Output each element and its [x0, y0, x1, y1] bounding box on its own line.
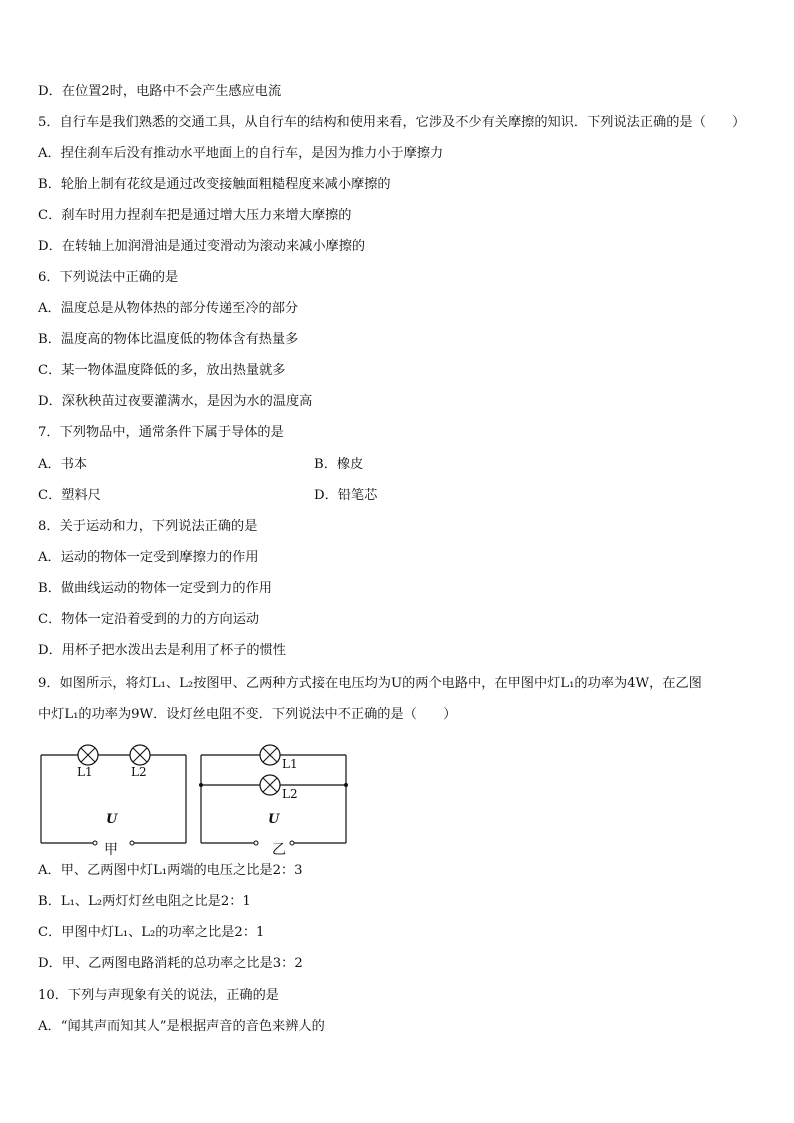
q7-option-d: D．铅笔芯 [314, 488, 378, 503]
lamp-l2-jia-icon [130, 745, 150, 765]
q5-option-c: C．刹车时用力捏刹车把是通过增大压力来增大摩擦的 [38, 208, 352, 223]
lamp-l1-jia-icon [78, 745, 98, 765]
label-l1-jia: L1 [77, 765, 93, 779]
q6-option-d: D．深秋秧苗过夜要灌满水，是因为水的温度高 [38, 394, 313, 409]
question-9-stem-line2: 中灯L₁的功率为9W．设灯丝电阻不变．下列说法中不正确的是（ ） [38, 707, 457, 722]
q6-option-a: A．温度总是从物体热的部分传递至冷的部分 [38, 301, 299, 316]
question-9-stem-line1: 9．如图所示，将灯L₁、L₂按图甲、乙两种方式接在电压均为U的两个电路中，在甲图中灯L₁的功率为4W，在乙图 [38, 676, 702, 691]
q8-option-c: C．物体一定沿着受到的力的方向运动 [38, 612, 260, 627]
q8-option-b: B．做曲线运动的物体一定受到力的作用 [38, 581, 272, 596]
label-l1-yi: L1 [282, 757, 298, 771]
q7-option-c: C．塑料尺 [38, 488, 101, 503]
question-5-stem: 5．自行车是我们熟悉的交通工具，从自行车的结构和使用来看，它涉及不少有关摩擦的知识．下列说法正确的是（ ） [38, 115, 746, 130]
q5-option-d: D．在转轴上加润滑油是通过变滑动为滚动来减小摩擦的 [38, 239, 366, 254]
label-l2-yi: L2 [282, 787, 298, 801]
q10-option-a: A．“闻其声而知其人”是根据声音的音色来辨人的 [38, 1019, 325, 1034]
option-d-q4: D．在位置2时，电路中不会产生感应电流 [38, 84, 282, 99]
label-l2-jia: L2 [131, 765, 147, 779]
lamp-l1-yi-icon [260, 745, 280, 765]
q9-option-a: A．甲、乙两图中灯L₁两端的电压之比是2：3 [38, 863, 303, 878]
q6-option-b: B．温度高的物体比温度低的物体含有热量多 [38, 332, 299, 347]
caption-jia: 甲 [104, 842, 118, 858]
q7-option-b: B．橡皮 [314, 457, 364, 472]
q5-option-b: B．轮胎上制有花纹是通过改变接触面粗糙程度来减小摩擦的 [38, 177, 391, 192]
q8-option-a: A．运动的物体一定受到摩擦力的作用 [38, 550, 259, 565]
q7-option-a: A．书本 [38, 457, 88, 472]
question-6-stem: 6．下列说法中正确的是 [38, 270, 179, 285]
circuit-yi [199, 745, 348, 845]
q6-option-c: C．某一物体温度降低的多，放出热量就多 [38, 363, 286, 378]
caption-yi: 乙 [272, 842, 286, 858]
q5-option-a: A．捏住刹车后没有推动水平地面上的自行车，是因为推力小于摩擦力 [38, 146, 444, 161]
question-10-stem: 10．下列与声现象有关的说法，正确的是 [38, 988, 279, 1003]
label-u-jia: U [106, 812, 118, 827]
circuit-jia [41, 745, 186, 845]
question-8-stem: 8．关于运动和力，下列说法正确的是 [38, 519, 258, 534]
q9-option-c: C．甲图中灯L₁、L₂的功率之比是2：1 [38, 925, 265, 940]
q9-option-b: B．L₁、L₂两灯灯丝电阻之比是2：1 [38, 894, 251, 909]
q9-option-d: D．甲、乙两图电路消耗的总功率之比是3：2 [38, 956, 303, 971]
circuit-captions [36, 838, 366, 862]
lamp-l2-yi-icon [260, 775, 280, 795]
q8-option-d: D．用杯子把水泼出去是利用了杯子的惯性 [38, 643, 286, 658]
label-u-yi: U [268, 812, 280, 827]
question-7-stem: 7．下列物品中，通常条件下属于导体的是 [38, 425, 284, 440]
